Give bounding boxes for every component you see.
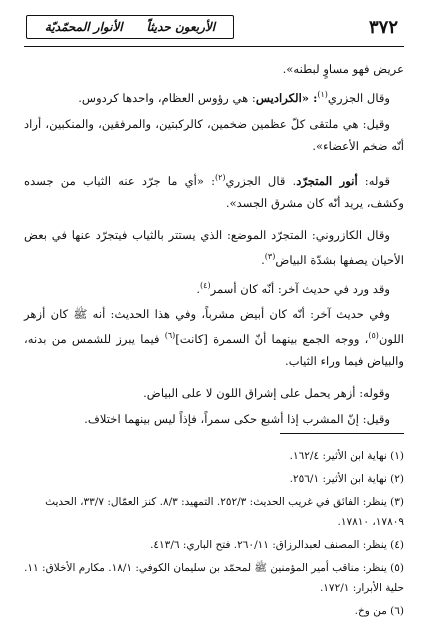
footnotes: [24, 446, 404, 624]
footnote-ref: (٢): [214, 172, 226, 182]
footnote-ref: (٦): [164, 331, 176, 341]
paragraph-1: عريض فهو مساوٍ لبطنه».: [282, 62, 404, 76]
running-title-box: [26, 15, 234, 39]
paragraph-5: وقال الكازروني: المتجرّد الموضع: الذي يستتر بالثياب فيتجرّد عنها في بعض الأحيان يصفها بشدّة البياض$^{(٣)}$.: [24, 227, 404, 267]
text-run: وفي حديث آخر: أنّه كان أبيض مشرباً، وفي هذا الحديث: أنه ﷺ كان أزهر اللون: [24, 307, 405, 347]
paragraph-3: وقيل: هي ملتقى كلّ عظمين ضخمين، كالركبتين، والمرفقين، والمنكبين، أراد أنّه ضخم الأعضاء».: [24, 116, 404, 153]
text-run: وقد ورد في حديث آخر: أنّه كان أسمر: [210, 281, 390, 296]
text-run: . قال الجزري: [225, 173, 297, 188]
footnote-2: (٢) نهاية ابن الأثير: ٢٥٦/١.: [289, 473, 404, 485]
footnote-ref: (٣): [264, 251, 276, 261]
footnote-rule: [280, 433, 404, 434]
footnote-6: (٦) من وخ.: [354, 605, 404, 617]
paragraph-8: وقوله: أزهر يحمل على إشراق اللون لا على البياض.: [143, 386, 390, 401]
text-run: : هي رؤوس العظام، واحدها كردوس.: [78, 90, 256, 105]
text-run: وقال الكازروني: المتجرّد الموضع: الذي يستتر بالثياب فيتجرّد عنها في بعض الأحيان يصفها بشدّة البياض: [24, 227, 404, 267]
text-run: قوله:: [357, 173, 390, 188]
footnote-ref: (٥): [368, 331, 379, 341]
paragraph-7: [24, 303, 404, 372]
text-run: فيما يبرز للشمس من بدنه، والبياض فيما وراء الثياب.: [24, 332, 404, 369]
paragraph-6: وقد ورد في حديث آخر: أنّه كان أسمر$^{(٤)}$.: [196, 280, 390, 296]
lemma-term: أنور المتجرّد: [296, 173, 358, 188]
page-header: [26, 14, 402, 40]
footnote-4: (٤) ينظر: المصنف لعبدالرزاق: ٢٦٠/١١. فتح الباري: ٤١٣/٦.: [150, 539, 404, 551]
footnote-1: (١) نهاية ابن الأثير: ١٦٢/٤.: [289, 450, 404, 462]
defined-term: : «الكراديس: [255, 90, 318, 105]
header-rule: [24, 46, 404, 47]
footnote-ref: (٤): [200, 280, 211, 290]
text-run: ، ووجه الجمع بينهما أنّ السمرة [كانت]: [175, 332, 369, 347]
footnote-3: (٣) ينظر: الفائق في غريب الحديث: ٢٥٢/٣. التمهيد: ٨/٣. كنز العمّال: ٣٣/٧، الحديث ١٧٨٠٩، ١٧٨١٠.: [45, 496, 404, 528]
paragraph-4: [24, 167, 404, 214]
footnote-ref: (١): [317, 90, 328, 99]
paragraph-2: [24, 84, 404, 109]
paragraph-9: وقيل: إنّ المشرب إذا أشبع حكى سمراً، فإذاً ليس بينهما اختلاف.: [84, 412, 390, 427]
page-number: ٣٧٢: [368, 16, 398, 38]
text-run: وقال الجزري: [327, 90, 390, 105]
text-run: : «أي ما جرّد عنه الثياب من جسده وكشف، يريد أنّه كان مشرق الجسد».: [24, 173, 404, 210]
main-text: [24, 58, 404, 434]
running-title-part-2: الأنوار المحمّديّة: [44, 20, 123, 34]
running-title-part-1: الأربعون حديثاً: [146, 20, 216, 34]
footnote-5: (٥) ينظر: مناقب أمير المؤمنين ﷺ لمحمّد بن سليمان الكوفي: ١٨/١. مكارم الأخلاق: ١١. حلية الأبرار: ١٧٢/١.: [24, 562, 404, 594]
